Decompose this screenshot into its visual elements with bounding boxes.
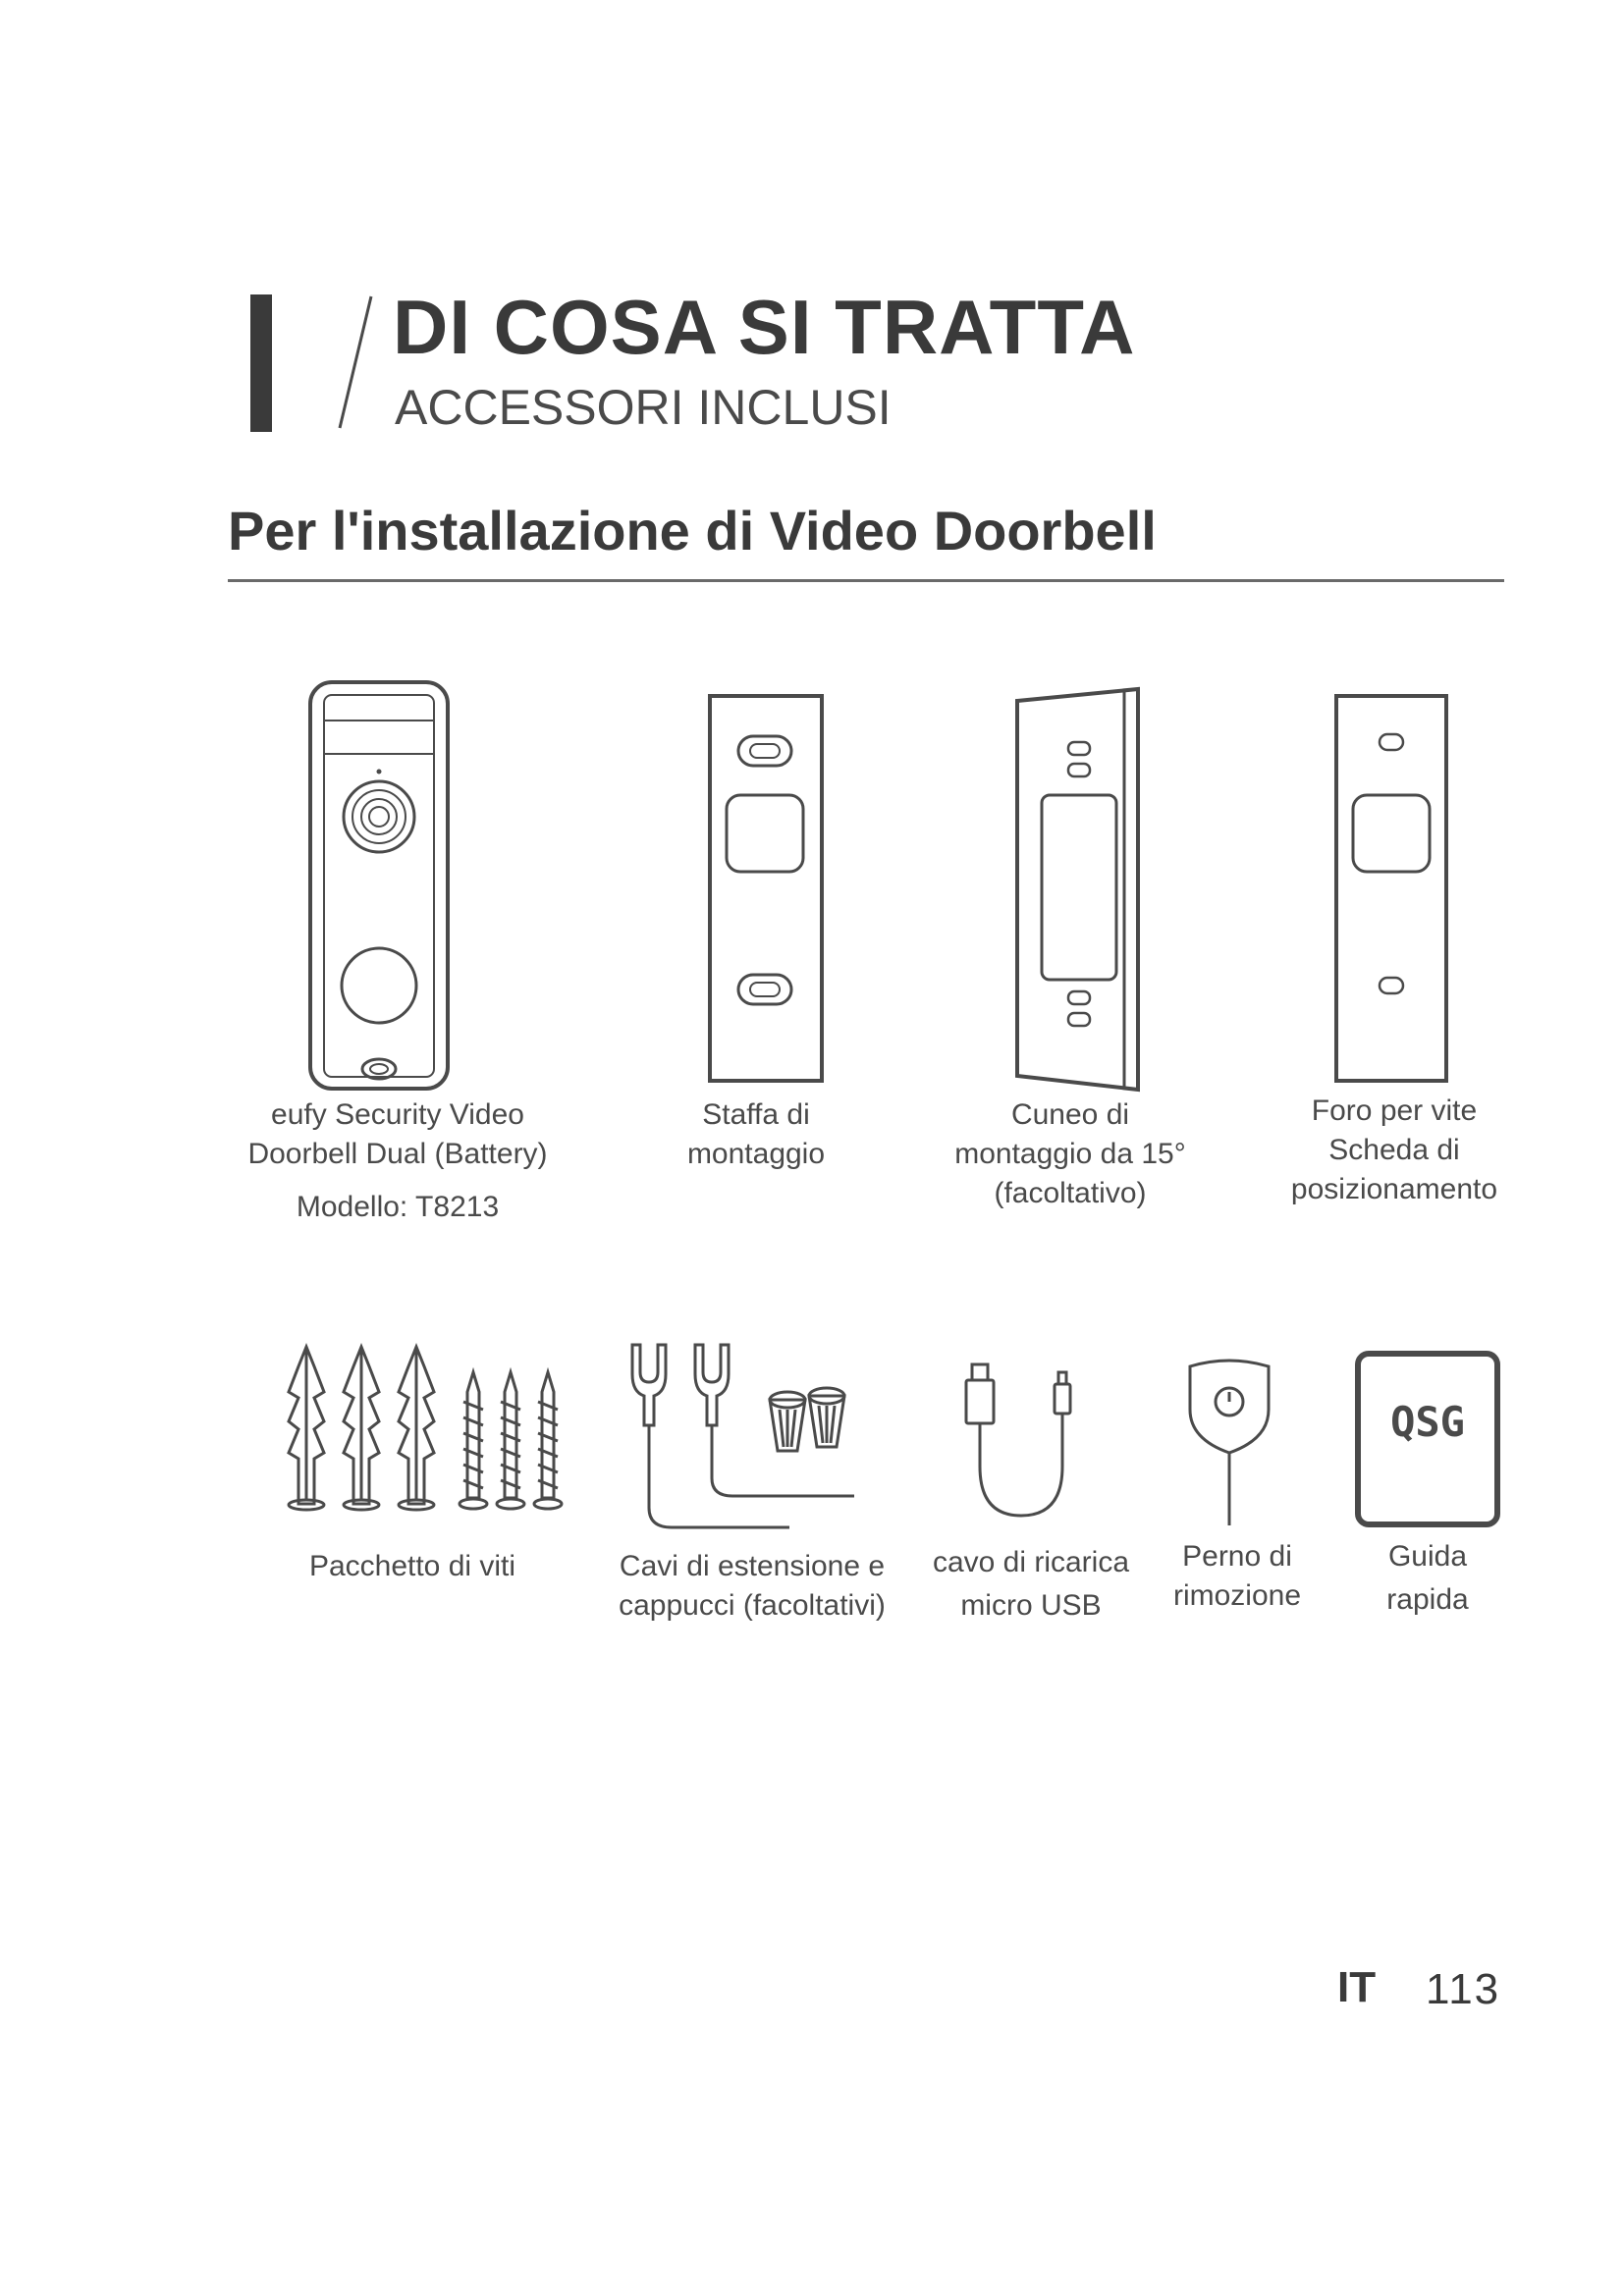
label-wedge-mount <box>923 1095 1218 1213</box>
label-line: posizionamento <box>1290 1173 1498 1205</box>
label-video-doorbell <box>196 1095 599 1227</box>
usb-cable-icon <box>960 1359 1090 1523</box>
page-subtitle: ACCESSORI INCLUSI <box>395 380 892 435</box>
label-line: Guida <box>1387 1540 1468 1573</box>
label-line: Cavi di estensione e <box>619 1550 886 1582</box>
footer-language: IT <box>1337 1963 1377 2011</box>
label-line: montaggio <box>686 1138 826 1170</box>
section-divider-slash <box>336 294 375 430</box>
label-line: Foro per vite <box>1311 1095 1478 1127</box>
removal-pin-icon <box>1186 1359 1272 1527</box>
label-quick-guide <box>1339 1537 1516 1620</box>
label-line: Staffa di <box>702 1098 810 1131</box>
mounting-bracket-icon <box>707 693 825 1084</box>
heading-rule <box>228 579 1504 582</box>
label-mounting-bracket <box>609 1095 903 1174</box>
label-removal-pin <box>1139 1537 1335 1616</box>
video-doorbell-icon <box>307 679 451 1092</box>
extension-wires-icon <box>623 1341 870 1537</box>
label-screw-pack <box>265 1547 560 1586</box>
wedge-mount-icon <box>1014 687 1148 1092</box>
section-heading: Per l'installazione di Video Doorbell <box>228 500 1157 561</box>
label-line: Pacchetto di viti <box>308 1550 516 1582</box>
label-line: Perno di <box>1182 1540 1292 1573</box>
quick-guide-badge: QSG <box>1390 1398 1465 1446</box>
label-line: Doorbell Dual (Battery) <box>247 1138 548 1170</box>
label-line: Cuneo di <box>1010 1098 1130 1131</box>
label-line: cavo di ricarica <box>932 1546 1130 1578</box>
label-line: cappucci (facoltativi) <box>619 1589 886 1622</box>
page-title: DI COSA SI TRATTA <box>393 284 1136 370</box>
quick-guide-icon <box>1355 1351 1500 1527</box>
positioning-card-icon <box>1333 693 1449 1084</box>
screw-pack-icon <box>279 1343 560 1512</box>
label-extension-wires <box>595 1547 909 1626</box>
label-line: Scheda di <box>1328 1134 1460 1166</box>
label-line: eufy Security Video <box>271 1098 524 1131</box>
label-line: rapida <box>1386 1583 1469 1616</box>
label-line: micro USB <box>960 1589 1102 1622</box>
label-line: rimozione <box>1172 1579 1302 1612</box>
page-number: 113 <box>1426 1965 1501 2013</box>
label-line: (facoltativo) <box>994 1177 1147 1209</box>
label-usb-cable <box>923 1543 1139 1626</box>
section-number-bar <box>250 294 272 432</box>
label-line: Modello: T8213 <box>296 1191 500 1223</box>
label-line: montaggio da 15° <box>954 1138 1186 1170</box>
label-positioning-card <box>1247 1092 1542 1209</box>
